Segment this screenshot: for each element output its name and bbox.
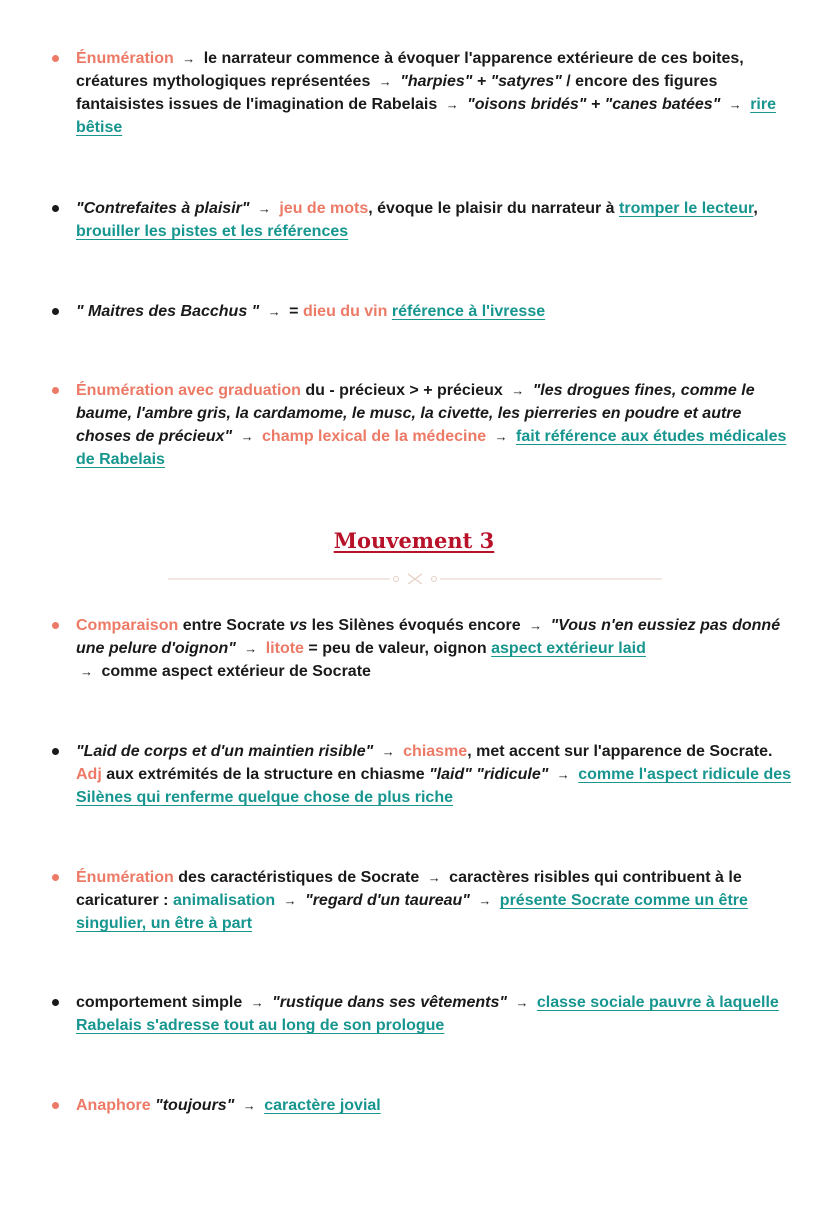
link-reference-ivresse[interactable]: référence à l'ivresse [391,303,546,320]
item-text: "Laid de corps et d'un maintien risible" → chiasme, met accent sur l'apparence de Socrate. Adj aux extrémités de la structure en chiasme "laid" "ridicule" → comme l'aspect ridicule des Silènes qui renferme quelque chose de plus riche [76,743,792,806]
arrow-icon: → [478,893,492,908]
bullet-icon [52,999,59,1006]
arrow-icon: → [427,870,441,885]
section-heading: Mouvement 3 [333,528,495,553]
link-caractere-jovial[interactable]: caractère jovial [264,1097,381,1114]
arrow-icon: → [80,664,93,679]
arrow-icon: → [182,51,196,66]
link-tromper-lecteur[interactable]: tromper le lecteur [619,200,754,217]
arrow-icon: → [283,893,297,908]
bullet-icon [52,874,59,881]
arrow-icon: → [257,201,271,216]
bullet-icon [52,1102,59,1109]
bullet-icon [52,308,59,315]
list-item [52,740,792,809]
item-text: Anaphore "toujours" → caractère jovial [76,1097,381,1114]
bullet-icon [52,622,59,629]
link-classe-sociale[interactable]: classe sociale pauvre à laquelle Rabelais s'adresse tout au long de son prologue [76,994,779,1034]
list-item [52,379,792,471]
arrow-icon: → [728,97,742,112]
ornament-divider-icon [168,572,662,586]
item-text: comportement simple → "rustique dans ses vêtements" → classe sociale pauvre à laquelle Rabelais s'adresse tout au long de son prologue [76,994,779,1034]
arrow-icon: → [267,304,281,319]
arrow-icon: → [511,383,525,398]
arrow-icon: → [250,995,264,1010]
list-item [52,47,792,139]
list-item [52,1094,792,1117]
item-text: Énumération avec graduation du - précieux > + précieux → "les drogues fines, comme le baume, l'ambre gris, la cardamome, le musc, la civette, les pierreries en poudre et autre choses de précieux" → champ lexical de la médecine → fait référence aux études médicales de Rabelais [76,382,787,468]
bullet-icon [52,748,59,755]
list-item [52,866,792,935]
item-text: "Contrefaites à plaisir" → jeu de mots, évoque le plaisir du narrateur à tromper le lecteur, brouiller les pistes et les références [76,200,758,240]
item-text: " Maitres des Bacchus " → = dieu du vin référence à l'ivresse [76,303,546,320]
link-aspect-exterieur[interactable]: aspect extérieur laid [491,640,646,657]
link-rire-betise[interactable]: rire bêtise [76,96,776,136]
link-aspect-ridicule[interactable]: comme l'aspect ridicule des Silènes qui renferme quelque chose de plus riche [76,766,792,806]
list-item [52,614,792,683]
item-text: Énumération → le narrateur commence à évoquer l'apparence extérieure de ces boites, créatures mythologiques représentées → "harpies" + "satyres" / encore des figures fantaisistes issues de l'imagination de Rabelais → "oisons bridés" + "canes batées" → rire bêtise [76,50,776,136]
bullet-icon [52,387,59,394]
bullet-icon [52,205,59,212]
arrow-icon: → [242,1098,256,1113]
link-etre-singulier[interactable]: présente Socrate comme un être singulier, un être à part [76,892,748,932]
arrow-icon: → [515,995,529,1010]
arrow-icon: → [244,641,258,656]
arrow-icon: → [529,618,543,633]
arrow-icon: → [381,744,395,759]
bullet-icon [52,55,59,62]
link-brouiller-pistes[interactable]: brouiller les pistes et les références [76,223,349,240]
item-text: Énumération des caractéristiques de Socrate → caractères risibles qui contribuent à le caricaturer : animalisation → "regard d'un taureau" → présente Socrate comme un être singulier, un être à part [76,869,748,932]
item-text: Comparaison entre Socrate vs les Silènes évoqués encore → "Vous n'en eussiez pas donné une pelure d'oignon" → litote = peu de valeur, oignon aspect extérieur laid → comme aspect extérieur de Socrate [76,617,781,680]
list-item [52,991,792,1037]
link-etudes-medicales[interactable]: fait référence aux études médicales de Rabelais [76,428,787,468]
arrow-icon: → [378,74,392,89]
arrow-icon: → [494,429,508,444]
arrow-icon: → [445,97,459,112]
arrow-icon: → [240,429,254,444]
list-item [52,197,792,243]
list-item [52,300,792,323]
arrow-icon: → [556,767,570,782]
